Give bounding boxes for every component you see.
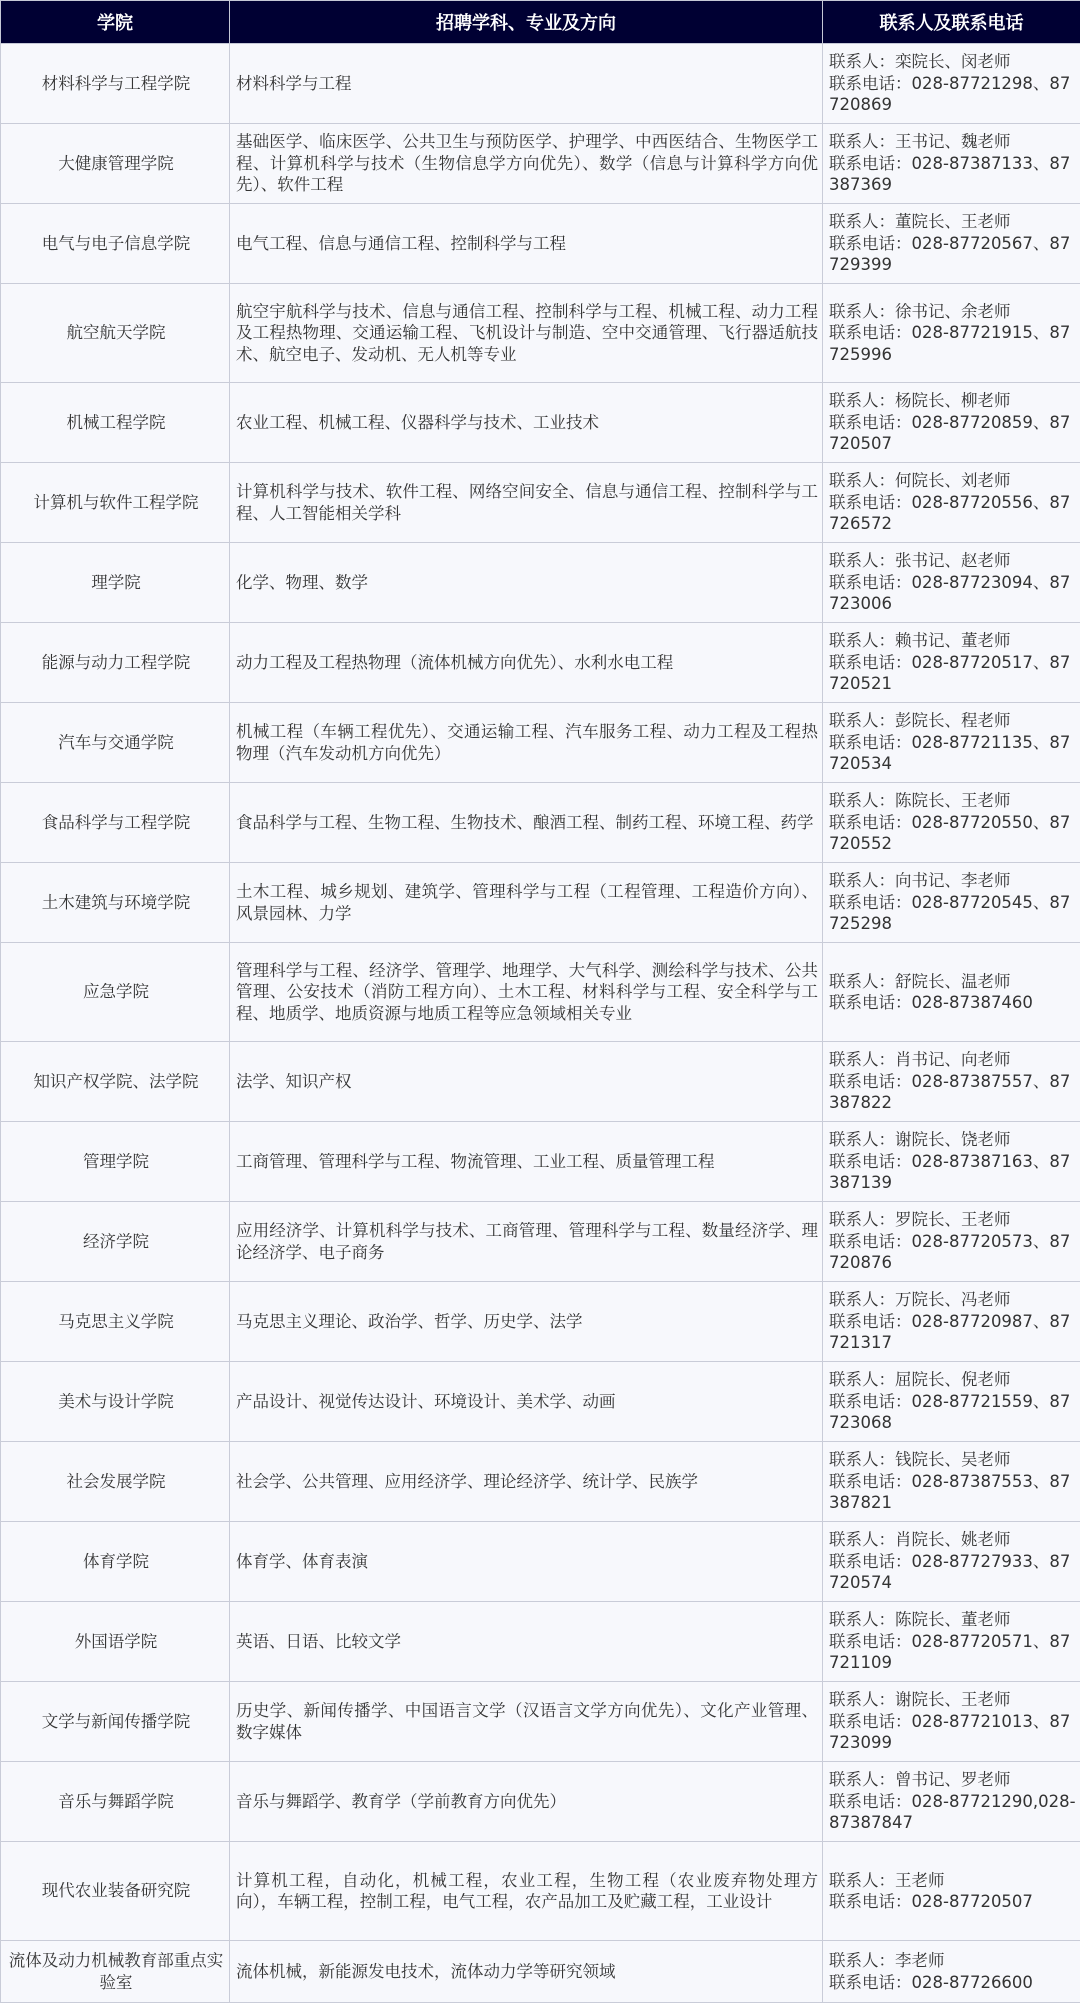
contact-person: 联系人：肖院长、姚老师 <box>829 1529 1076 1551</box>
contact-cell <box>823 1842 1080 1941</box>
majors-cell: 产品设计、视觉传达设计、环境设计、美术学、动画 <box>230 1362 823 1442</box>
contact-cell <box>823 1362 1080 1442</box>
contact-phone: 联系电话：028-87720517、87720521 <box>829 652 1076 695</box>
contact-person: 联系人：向书记、李老师 <box>829 870 1076 892</box>
majors-cell: 社会学、公共管理、应用经济学、理论经济学、统计学、民族学 <box>230 1442 823 1522</box>
table-header-row <box>1 1 1080 44</box>
contact-person: 联系人：肖书记、向老师 <box>829 1049 1076 1071</box>
college-cell: 土木建筑与环境学院 <box>1 863 230 943</box>
contact-person: 联系人：谢院长、饶老师 <box>829 1129 1076 1151</box>
majors-cell: 计算机工程，自动化，机械工程，农业工程，生物工程（农业废弃物处理方向），车辆工程，控制工程，电气工程，农产品加工及贮藏工程，工业设计 <box>230 1842 823 1941</box>
contact-phone: 联系电话：028-87720571、87721109 <box>829 1631 1076 1674</box>
contact-cell <box>823 863 1080 943</box>
contact-phone: 联系电话：028-87720550、87720552 <box>829 812 1076 855</box>
majors-cell: 马克思主义理论、政治学、哲学、历史学、法学 <box>230 1282 823 1362</box>
contact-person: 联系人：彭院长、程老师 <box>829 710 1076 732</box>
contact-person: 联系人：王老师 <box>829 1870 1076 1892</box>
contact-cell <box>823 703 1080 783</box>
contact-phone: 联系电话：028-87726600 <box>829 1972 1076 1994</box>
contact-cell <box>823 1941 1080 2003</box>
contact-phone: 联系电话：028-87721298、87720869 <box>829 73 1076 116</box>
contact-person: 联系人：舒院长、温老师 <box>829 971 1076 993</box>
college-cell: 材料科学与工程学院 <box>1 44 230 124</box>
majors-cell: 土木工程、城乡规划、建筑学、管理科学与工程（工程管理、工程造价方向）、风景园林、力学 <box>230 863 823 943</box>
majors-cell: 应用经济学、计算机科学与技术、工商管理、管理科学与工程、数量经济学、理论经济学、电子商务 <box>230 1202 823 1282</box>
contact-cell <box>823 1202 1080 1282</box>
table-row <box>1 1941 1080 2003</box>
contact-phone: 联系电话：028-87723094、87723006 <box>829 572 1076 615</box>
contact-cell <box>823 124 1080 204</box>
contact-person: 联系人：李老师 <box>829 1950 1076 1972</box>
college-cell: 流体及动力机械教育部重点实验室 <box>1 1941 230 2003</box>
majors-cell: 管理科学与工程、经济学、管理学、地理学、大气科学、测绘科学与技术、公共管理、公安技术（消防工程方向）、土木工程、材料科学与工程、安全科学与工程、地质学、地质资源与地质工程等应急领域相关专业 <box>230 943 823 1042</box>
contact-cell <box>823 383 1080 463</box>
college-cell: 电气与电子信息学院 <box>1 204 230 284</box>
contact-phone: 联系电话：028-87720987、87721317 <box>829 1311 1076 1354</box>
contact-person: 联系人：董院长、王老师 <box>829 211 1076 233</box>
contact-person: 联系人：赖书记、董老师 <box>829 630 1076 652</box>
contact-person: 联系人：钱院长、吴老师 <box>829 1449 1076 1471</box>
contact-person: 联系人：杨院长、柳老师 <box>829 390 1076 412</box>
contact-phone: 联系电话：028-87721915、87725996 <box>829 322 1076 365</box>
college-cell: 食品科学与工程学院 <box>1 783 230 863</box>
contact-phone: 联系电话：028-87720545、87725298 <box>829 892 1076 935</box>
header-contact: 联系人及联系电话 <box>823 1 1080 44</box>
table-row <box>1 863 1080 943</box>
contact-phone: 联系电话：028-87720573、87720876 <box>829 1231 1076 1274</box>
contact-person: 联系人：万院长、冯老师 <box>829 1289 1076 1311</box>
contact-cell <box>823 783 1080 863</box>
contact-cell <box>823 1122 1080 1202</box>
college-cell: 外国语学院 <box>1 1602 230 1682</box>
contact-phone: 联系电话：028-87720507 <box>829 1891 1076 1913</box>
table-row <box>1 1202 1080 1282</box>
majors-cell: 电气工程、信息与通信工程、控制科学与工程 <box>230 204 823 284</box>
majors-cell: 材料科学与工程 <box>230 44 823 124</box>
contact-phone: 联系电话：028-87721135、87720534 <box>829 732 1076 775</box>
table-row <box>1 1682 1080 1762</box>
table-row <box>1 383 1080 463</box>
table-row <box>1 703 1080 783</box>
contact-phone: 联系电话：028-87721290,028-87387847 <box>829 1791 1076 1834</box>
table-row <box>1 1042 1080 1122</box>
contact-person: 联系人：曾书记、罗老师 <box>829 1769 1076 1791</box>
college-cell: 社会发展学院 <box>1 1442 230 1522</box>
contact-cell <box>823 44 1080 124</box>
college-cell: 理学院 <box>1 543 230 623</box>
table-row <box>1 943 1080 1042</box>
contact-cell <box>823 1042 1080 1122</box>
college-cell: 计算机与软件工程学院 <box>1 463 230 543</box>
college-cell: 美术与设计学院 <box>1 1362 230 1442</box>
college-cell: 大健康管理学院 <box>1 124 230 204</box>
college-cell: 音乐与舞蹈学院 <box>1 1762 230 1842</box>
table-row <box>1 543 1080 623</box>
contact-phone: 联系电话：028-87387557、87387822 <box>829 1071 1076 1114</box>
contact-person: 联系人：屈院长、倪老师 <box>829 1369 1076 1391</box>
contact-cell <box>823 1282 1080 1362</box>
table-row <box>1 1842 1080 1941</box>
table-row <box>1 463 1080 543</box>
contact-person: 联系人：陈院长、王老师 <box>829 790 1076 812</box>
college-cell: 管理学院 <box>1 1122 230 1202</box>
contact-phone: 联系电话：028-87720567、87729399 <box>829 233 1076 276</box>
contact-person: 联系人：陈院长、董老师 <box>829 1609 1076 1631</box>
contact-cell <box>823 1762 1080 1842</box>
table-row <box>1 124 1080 204</box>
college-cell: 机械工程学院 <box>1 383 230 463</box>
table-row <box>1 1282 1080 1362</box>
majors-cell: 计算机科学与技术、软件工程、网络空间安全、信息与通信工程、控制科学与工程、人工智能相关学科 <box>230 463 823 543</box>
table-row <box>1 1442 1080 1522</box>
contact-cell <box>823 1682 1080 1762</box>
contact-cell <box>823 1602 1080 1682</box>
contact-phone: 联系电话：028-87387133、87387369 <box>829 153 1076 196</box>
majors-cell: 基础医学、临床医学、公共卫生与预防医学、护理学、中西医结合、生物医学工程、计算机科学与技术（生物信息学方向优先）、数学（信息与计算科学方向优先）、软件工程 <box>230 124 823 204</box>
table-row <box>1 284 1080 383</box>
contact-phone: 联系电话：028-87387163、87387139 <box>829 1151 1076 1194</box>
contact-person: 联系人：何院长、刘老师 <box>829 470 1076 492</box>
college-cell: 体育学院 <box>1 1522 230 1602</box>
table-row <box>1 623 1080 703</box>
contact-phone: 联系电话：028-87387553、87387821 <box>829 1471 1076 1514</box>
majors-cell: 法学、知识产权 <box>230 1042 823 1122</box>
majors-cell: 机械工程（车辆工程优先）、交通运输工程、汽车服务工程、动力工程及工程热物理（汽车发动机方向优先） <box>230 703 823 783</box>
majors-cell: 英语、日语、比较文学 <box>230 1602 823 1682</box>
contact-cell <box>823 1442 1080 1522</box>
contact-person: 联系人：张书记、赵老师 <box>829 550 1076 572</box>
majors-cell: 工商管理、管理科学与工程、物流管理、工业工程、质量管理工程 <box>230 1122 823 1202</box>
contact-cell <box>823 543 1080 623</box>
table-row <box>1 1522 1080 1602</box>
contact-cell <box>823 1522 1080 1602</box>
majors-cell: 农业工程、机械工程、仪器科学与技术、工业技术 <box>230 383 823 463</box>
college-cell: 汽车与交通学院 <box>1 703 230 783</box>
contact-cell <box>823 204 1080 284</box>
college-cell: 能源与动力工程学院 <box>1 623 230 703</box>
header-majors: 招聘学科、专业及方向 <box>230 1 823 44</box>
majors-cell: 动力工程及工程热物理（流体机械方向优先）、水利水电工程 <box>230 623 823 703</box>
contact-person: 联系人：王书记、魏老师 <box>829 131 1076 153</box>
college-cell: 马克思主义学院 <box>1 1282 230 1362</box>
majors-cell: 航空宇航科学与技术、信息与通信工程、控制科学与工程、机械工程、动力工程及工程热物理、交通运输工程、飞机设计与制造、空中交通管理、飞行器适航技术、航空电子、发动机、无人机等专业 <box>230 284 823 383</box>
contact-phone: 联系电话：028-87727933、87720574 <box>829 1551 1076 1594</box>
majors-cell: 体育学、体育表演 <box>230 1522 823 1602</box>
contact-phone: 联系电话：028-87387460 <box>829 992 1076 1014</box>
contact-phone: 联系电话：028-87720556、87726572 <box>829 492 1076 535</box>
contact-cell <box>823 943 1080 1042</box>
majors-cell: 化学、物理、数学 <box>230 543 823 623</box>
majors-cell: 流体机械，新能源发电技术，流体动力学等研究领域 <box>230 1941 823 2003</box>
contact-phone: 联系电话：028-87720859、87720507 <box>829 412 1076 455</box>
contact-cell <box>823 623 1080 703</box>
table-row <box>1 1122 1080 1202</box>
contact-cell <box>823 284 1080 383</box>
college-cell: 文学与新闻传播学院 <box>1 1682 230 1762</box>
college-cell: 知识产权学院、法学院 <box>1 1042 230 1122</box>
contact-person: 联系人：徐书记、余老师 <box>829 301 1076 323</box>
table-row <box>1 783 1080 863</box>
contact-person: 联系人：罗院长、王老师 <box>829 1209 1076 1231</box>
contact-phone: 联系电话：028-87721559、87723068 <box>829 1391 1076 1434</box>
college-cell: 经济学院 <box>1 1202 230 1282</box>
contact-cell <box>823 463 1080 543</box>
majors-cell: 食品科学与工程、生物工程、生物技术、酿酒工程、制药工程、环境工程、药学 <box>230 783 823 863</box>
contact-phone: 联系电话：028-87721013、87723099 <box>829 1711 1076 1754</box>
table-row <box>1 204 1080 284</box>
majors-cell: 音乐与舞蹈学、教育学（学前教育方向优先） <box>230 1762 823 1842</box>
contact-person: 联系人：栾院长、闵老师 <box>829 51 1076 73</box>
table-row <box>1 1362 1080 1442</box>
college-cell: 现代农业装备研究院 <box>1 1842 230 1941</box>
header-college: 学院 <box>1 1 230 44</box>
college-cell: 航空航天学院 <box>1 284 230 383</box>
college-cell: 应急学院 <box>1 943 230 1042</box>
table-row <box>1 1602 1080 1682</box>
table-row <box>1 1762 1080 1842</box>
contact-person: 联系人：谢院长、王老师 <box>829 1689 1076 1711</box>
majors-cell: 历史学、新闻传播学、中国语言文学（汉语言文学方向优先）、文化产业管理、数字媒体 <box>230 1682 823 1762</box>
table-row <box>1 44 1080 124</box>
